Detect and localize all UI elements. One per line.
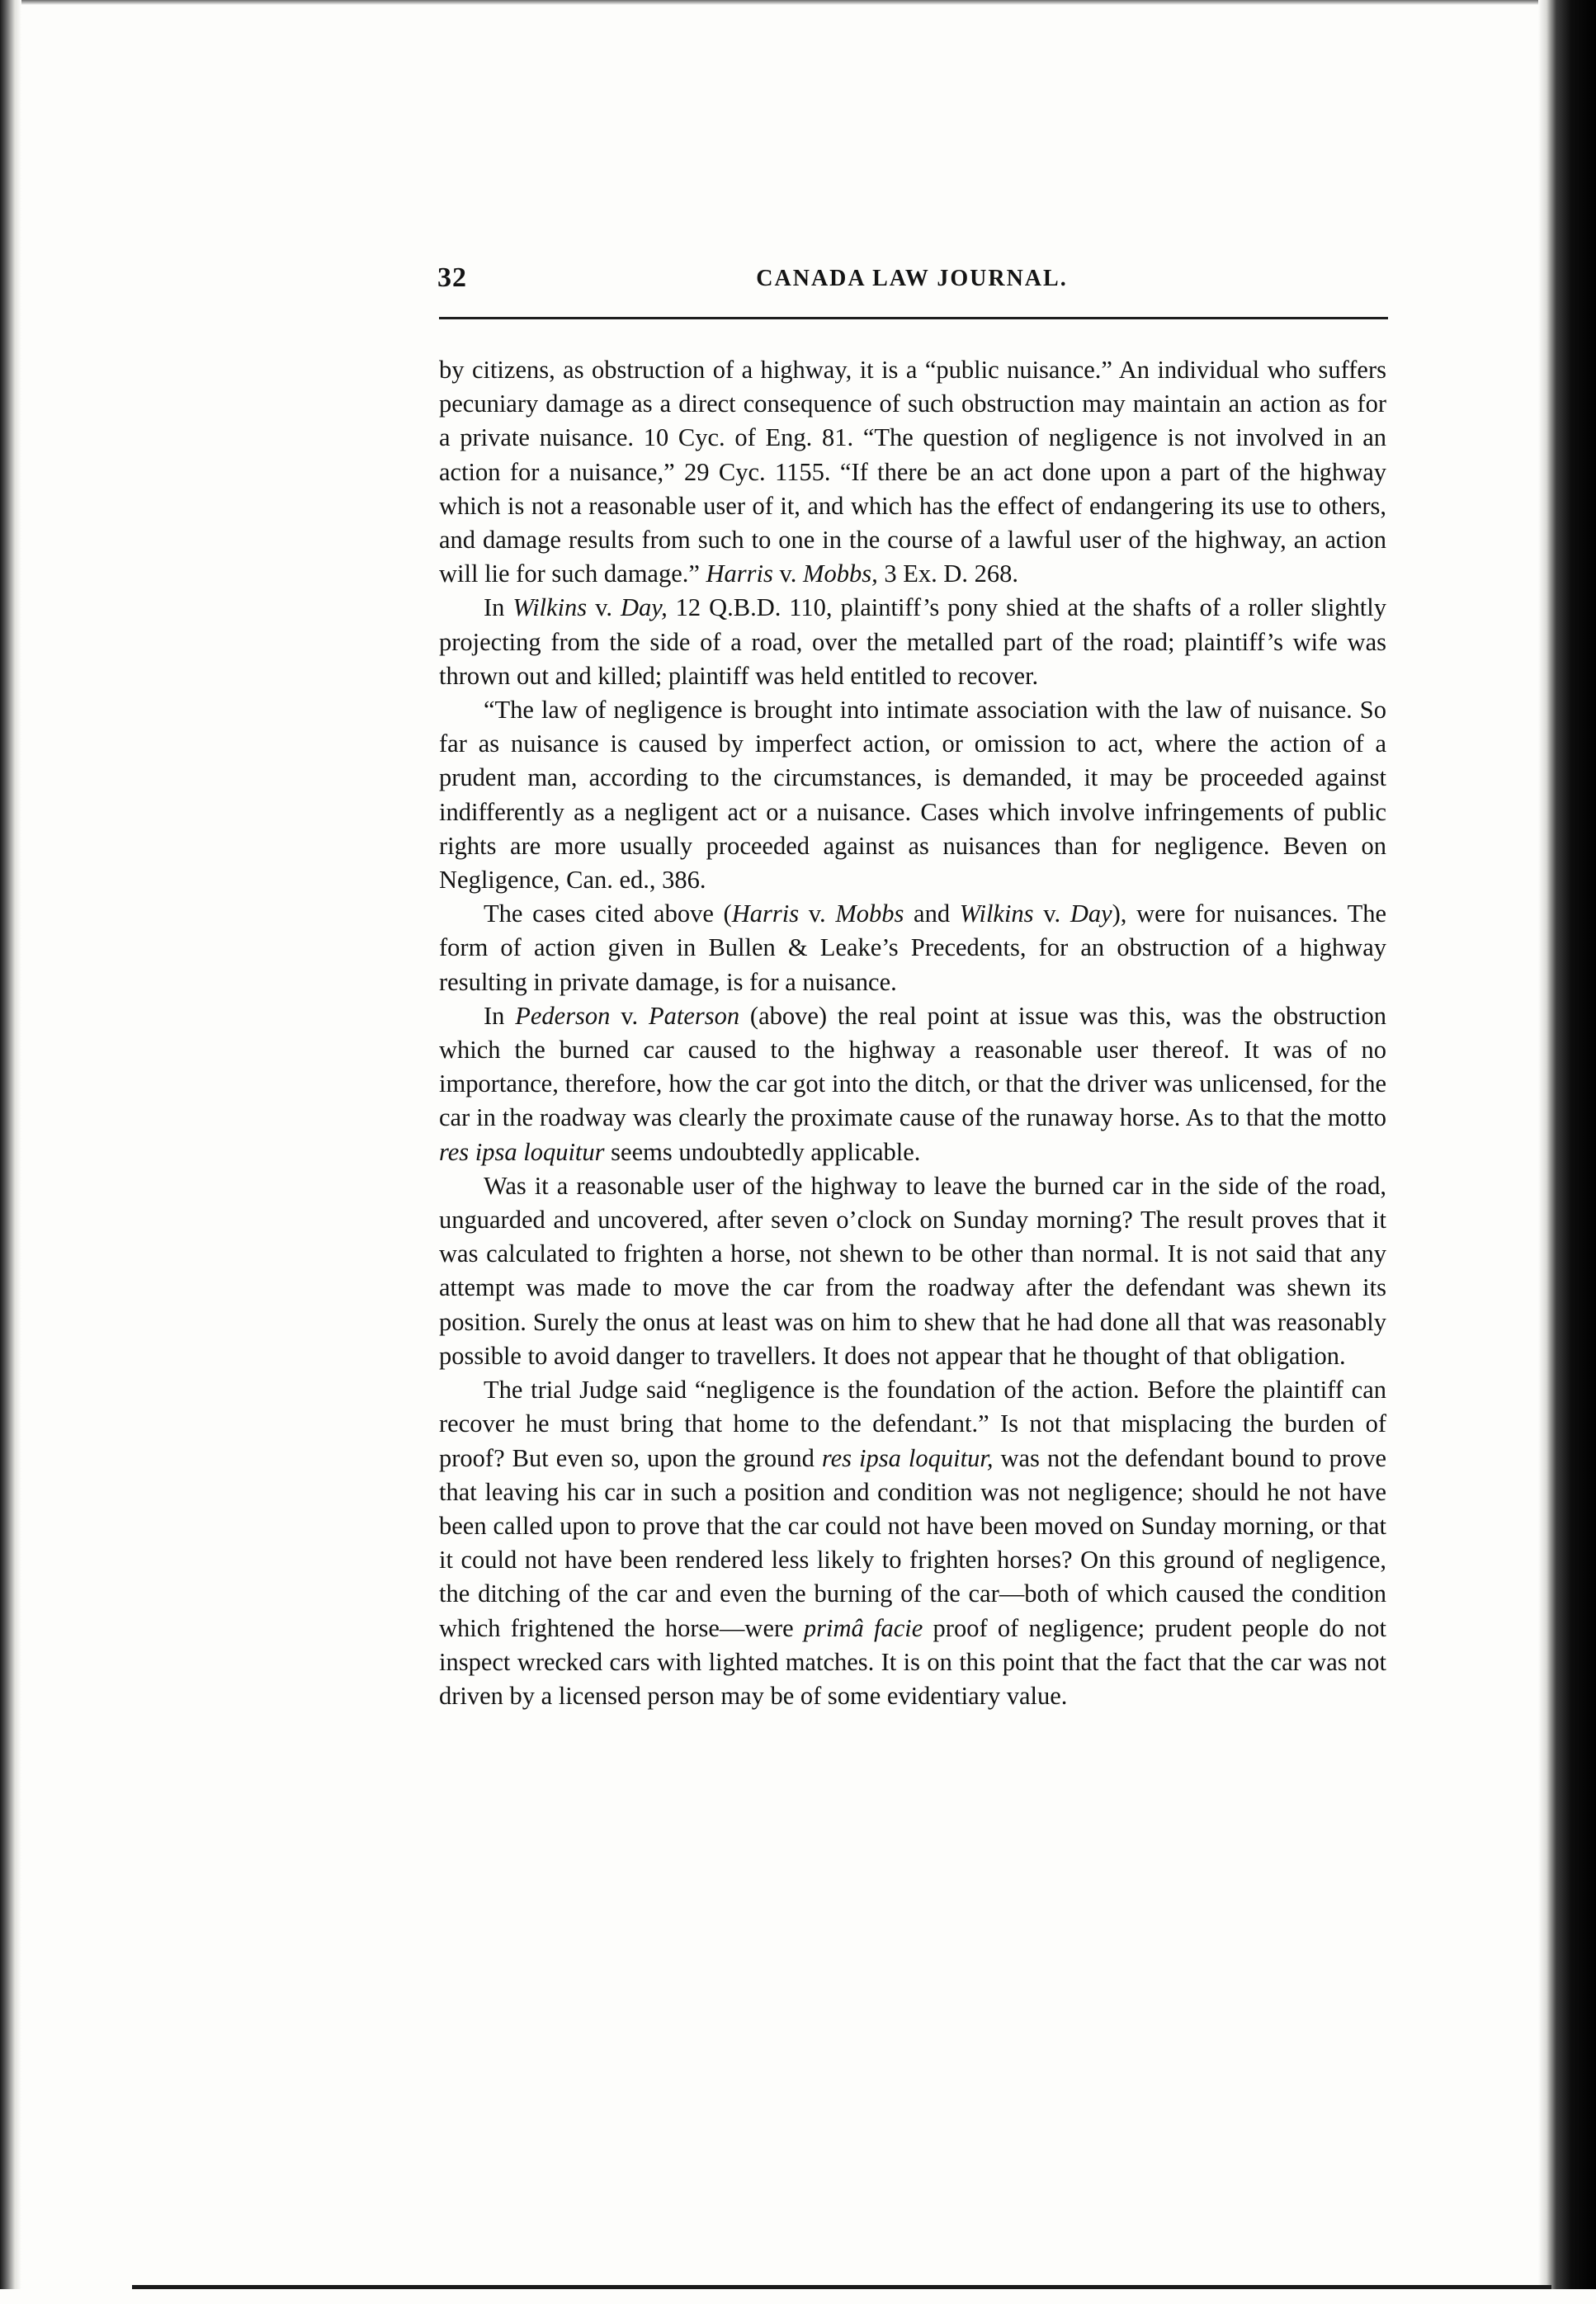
text-run: In — [484, 593, 513, 622]
text-run: The trial Judge said “negligence is the foundation of the action. Before the plaintiff can recover he must bring that home to the defendant.” Is not that misplacing the burden of proof? But even so, upon the ground — [439, 1376, 1386, 1472]
text-run: Was it a reasonable user of the highway to leave the burned car in the side of the road, unguarded and uncovered, after seven o’clock on Sunday morning? The result proves that it was calculated to frighten a horse, not shewn to be other than normal. It is not said that any attempt was made to move the car from the roadway after the defendant was shewn its position. Surely the onus at least was on him to shew that he had done all that was reasonably possible to avoid danger to travellers. It does not appear that he thought of that obligation. — [439, 1171, 1386, 1370]
text-run: v. — [587, 593, 621, 622]
running-head: CANADA LAW JOURNAL. — [756, 266, 1068, 291]
italic-run: Mobbs, — [803, 559, 878, 588]
italic-run: Wilkins — [512, 593, 588, 622]
text-run: 3 Ex. D. 268. — [877, 559, 1018, 588]
text-run: In — [484, 1001, 516, 1030]
text-run: by citizens, as obstruction of a highway, it is a “public nuisance.” An individual who suffers pecuniary damage as a direct consequence of such obstruction may maintain an action as for a private nuisance. 10 Cyc. of Eng. 81. “The question of negligence is not involved in an action for a nuisance,” 29 Cyc. 1155. “If there be an act done upon a part of the highway which is not a reasonable user of it, and which has the effect of endangering its use to others, and damage results from such to one in the course of a lawful user of the highway, an action will lie for such damage.” — [439, 356, 1386, 588]
text-run: v. — [610, 1001, 649, 1030]
page-header — [437, 262, 1386, 312]
text-run: 12 Q.B.D. 110, plaintiff’s pony shied at the shafts of a roller slightly projecting from the side of a road, over the metalled part of the road; plaintiff’s wife was thrown out and killed; plaintiff was held entitled to recover. — [439, 593, 1386, 690]
paragraph — [439, 999, 1386, 1169]
paragraph — [439, 897, 1386, 999]
paragraph — [439, 1373, 1386, 1713]
paragraph — [439, 353, 1386, 591]
text-run: proof of negligence; prudent people do not inspect wrecked cars with lighted matches. It is on this point that the fact that the car was not driven by a licensed person may be of some evidentiary value. — [439, 1613, 1386, 1710]
text-run: “The law of negligence is brought into intimate association with the law of nuisance. So far as nuisance is caused by imperfect action, or omission to act, where the action of a prudent man, according to the circumstances, is demanded, it may be proceeded against indifferently as a negligent act or a nuisance. Cases which involve infringements of public rights are more usually proceeded against as nuisances than for negligence. Beven on Negligence, Can. ed., 386. — [439, 696, 1386, 895]
text-run: was not the defendant bound to prove that leaving his car in such a position and condition was not negligence; should he not have been called upon to prove that the car could not have been moved on Sunday morning, or that it could not have been rendered less likely to frighten horses? On this ground of negligence, the ditching of the car and even the burning of the car—both of which caused the condition which frightened the horse—were — [439, 1443, 1387, 1642]
italic-run: Harris — [706, 559, 773, 588]
page-number: 32 — [437, 262, 467, 293]
text-run: (above) the real point at issue was this, was the obstruction which the burned car caused to the highway a reasonable user thereof. It was of no importance, therefore, how the car got into the ditch, or that the driver was unlicensed, for the car in the roadway was clearly the proximate cause of the runaway horse. As to that the motto — [439, 1001, 1386, 1132]
scan-edge-top — [0, 0, 1596, 5]
text-run: v. — [799, 899, 836, 928]
text-run: The cases cited above ( — [484, 899, 732, 928]
text-run: v. — [772, 559, 804, 588]
scan-edge-right — [1538, 0, 1596, 2304]
scan-edge-left — [0, 0, 21, 2304]
italic-run: Day, — [620, 593, 668, 622]
italic-run: Harris — [731, 899, 800, 928]
scan-edge-bottom-shadow — [0, 2289, 1596, 2304]
italic-run: res ipsa loquitur — [439, 1137, 605, 1166]
italic-run: Day — [1070, 899, 1112, 928]
text-run: ), were for nuisances. The form of action given in Bullen & Leake’s Precedents, for an obstruction of a highway resulting in private damage, is for a nuisance. — [439, 899, 1386, 996]
italic-run: Pederson — [515, 1001, 611, 1030]
italic-run: Wilkins — [959, 899, 1034, 928]
text-run: and — [904, 899, 960, 928]
paragraph — [439, 693, 1386, 897]
header-rule — [439, 317, 1388, 319]
article-body — [439, 353, 1386, 1713]
italic-run: Mobbs — [835, 899, 904, 928]
text-run: seems undoubtedly applicable. — [604, 1137, 921, 1166]
paragraph — [439, 1169, 1386, 1373]
paragraph — [439, 591, 1386, 693]
italic-run: primâ facie — [803, 1613, 923, 1642]
italic-run: Paterson — [648, 1001, 740, 1030]
scan-edge-bottom — [132, 2285, 1551, 2289]
text-run: v. — [1033, 899, 1070, 928]
italic-run: res ipsa loquitur, — [821, 1443, 994, 1472]
